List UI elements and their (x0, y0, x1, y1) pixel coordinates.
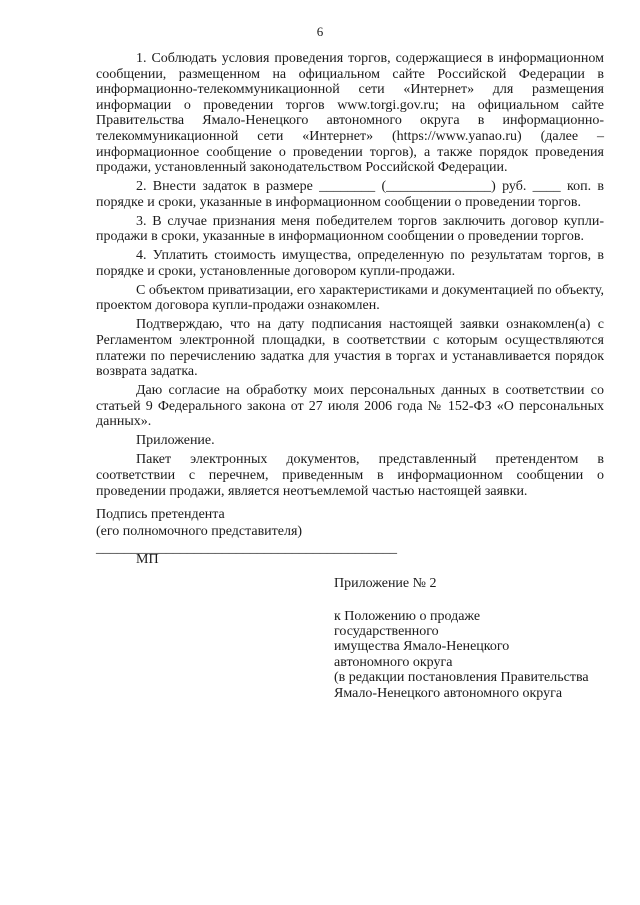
appendix-line: государственного (334, 624, 439, 639)
appendix-title: Приложение № 2 (334, 576, 437, 591)
paragraph-attachment: Пакет электронных документов, представленный претендентом в соответствии с перечнем, приведенным в информационном сообщении о проведении продажи, является неотъемлемой частью настоящей заявки. (96, 452, 604, 499)
paragraph-deposit: 2. Внести задаток в размере ________ (_______________) руб. ____ коп. в порядке и сроки, указанные в информационном сообщении о проведении торгов. (96, 179, 604, 210)
signature-line: (его полномочного представителя) ___________________________________________ (96, 524, 397, 556)
stamp-place: МП (136, 552, 159, 567)
appendix-line: (в редакции постановления Правительства (334, 670, 589, 686)
appendix-line: имущества Ямало-Ненецкого (334, 639, 510, 655)
signature-label: Подпись претендента (96, 507, 225, 522)
paragraph-acquainted: С объектом приватизации, его характеристиками и документацией по объекту, проектом договора купли-продажи ознакомлен. (96, 282, 604, 314)
page-number: 6 (316, 24, 324, 39)
paragraph-contract: 3. В случае признания меня победителем торгов заключить договор купли-продажи в сроки, указанные в информационном сообщении о проведении торгов. (96, 213, 604, 245)
appendix-header (334, 576, 614, 701)
appendix-line: автономного округа (334, 654, 453, 670)
paragraph-payment: 4. Уплатить стоимость имущества, определенную по результатам торгов, в порядке и сроки, установленные договором купли-продажи. (96, 248, 604, 279)
appendix-line: Ямало-Ненецкого автономного округа (334, 685, 563, 701)
paragraph-regulations: Подтверждаю, что на дату подписания настоящей заявки ознакомлен(а) с Регламентом электронной площадки, в соответствии с которым осуществляются платежи по перечислению задатка для участия в торгах и устанавливается порядок возврата задатка. (96, 317, 604, 380)
appendix-line: к Положению о продаже (334, 608, 481, 624)
paragraph-consent: Даю согласие на обработку моих персональных данных в соответствии со статьей 9 Федерального закона от 27 июля 2006 года № 152-ФЗ «О персональных данных». (96, 383, 604, 430)
application-body (96, 51, 604, 503)
paragraph-conditions: 1. Соблюдать условия проведения торгов, содержащиеся в информационном сообщении, размещенном на официальном сайте Российской Федерации в информационно-телекоммуникационной сети «Интернет» для размещения информации о проведении торгов www.torgi.gov.ru; на официальном сайте Правительства Ямало-Ненецкого автономного округа в информационно-телекоммуникационной сети «Интернет» (https://www.yanao.ru) (далее – информационное сообщение о проведении торгов), а также порядок проведения продажи, установленный законодательством Российской Федерации. (96, 51, 604, 176)
paragraph-attachment-heading: Приложение. (136, 433, 215, 449)
signature-block (96, 506, 606, 557)
